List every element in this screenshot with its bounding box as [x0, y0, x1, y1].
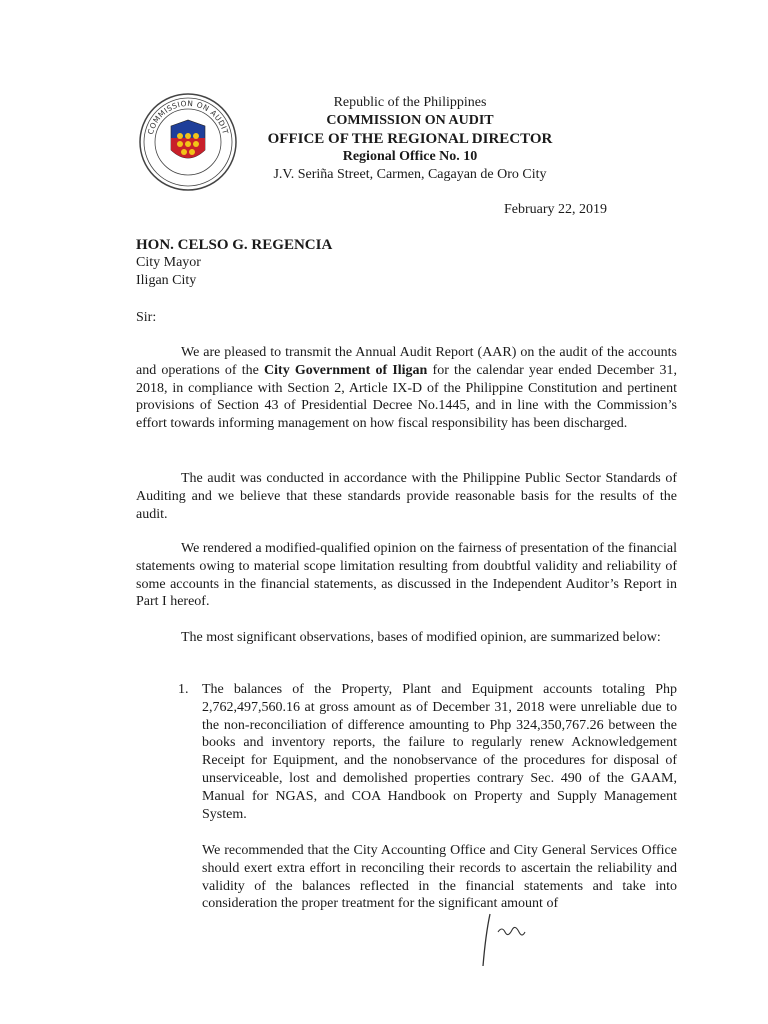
- letterhead: [250, 94, 570, 184]
- paragraph-audit-standards: The audit was conducted in accordance with the Philippine Public Sector Standards of Auditing and we believe that these standards provide reasonable basis for the results of the audit.: [136, 471, 677, 522]
- observation-recommendation: We recommended that the City Accounting Office and City General Services Office should exert extra effort in reconciling their records to ascertain the reliability and validity of the balances reflected in the financial statements and take into consideration the proper treatment for the significant amount of: [202, 843, 677, 912]
- paragraph-transmittal-start: We are pleased to transmit the Annual Audit Report (AAR) on the audit of the accounts and operations of the: [136, 345, 677, 378]
- salutation: Sir:: [136, 310, 157, 325]
- observation-text: The balances of the Property, Plant and Equipment accounts totaling Php 2,762,497,560.16 at gross amount as of December 31, 2018 were unreliable due to the non-reconciliation of difference amounting to Php 324,350,767.26 between the books and inventory reports, the failure to regularly renew Acknowledgement Receipt for Equipment, and the nonobservance of the procedures for disposal of unserviceable, lost and demolished properties contrary Sec. 490 of the GAAM, Manual for NGAS, and COA Handbook on Property and Supply Management System.: [202, 682, 677, 822]
- letterhead-commission: COMMISSION ON AUDIT: [326, 113, 494, 128]
- addressee-place: Iligan City: [136, 273, 197, 288]
- paragraph-opinion: We rendered a modified-qualified opinion on the fairness of presentation of the financial statements owing to material scope limitation resulting from doubtful validity and reliability of some accounts in the financial statements, as discussed in the Independent Auditor’s Report in Part I hereof.: [136, 541, 677, 610]
- paragraph-observations-intro: The most significant observations, bases of modified opinion, are summarized below:: [181, 630, 661, 645]
- letterhead-republic: Republic of the Philippines: [333, 95, 487, 110]
- paragraph-transmittal: [136, 344, 677, 433]
- observation-number: 1.: [178, 682, 189, 697]
- entity-name: City Government of Iligan: [264, 362, 428, 378]
- addressee-block: [136, 236, 332, 290]
- observation-item-1: [178, 681, 677, 823]
- letterhead-address: J.V. Seriña Street, Carmen, Cagayan de Oro City: [273, 167, 547, 182]
- addressee-title: City Mayor: [136, 255, 201, 270]
- coa-seal-logo: [138, 92, 238, 192]
- letterhead-regional-office: Regional Office No. 10: [342, 149, 478, 164]
- letter-date: February 22, 2019: [503, 202, 607, 217]
- svg-text:COMMISSION ON AUDIT: COMMISSION ON AUDIT: [145, 98, 231, 136]
- paragraph-transmittal-end: for the calendar year ended December 31, 2018, in compliance with Section 2, Article IX-D of the Philippine Constitution and pertinent provisions of Section 43 of Presidential Decree No.1445, and in line with the Commission’s effort towards informing management on how fiscal responsibility has been discharged.: [136, 362, 678, 432]
- letterhead-office: OFFICE OF THE REGIONAL DIRECTOR: [267, 131, 553, 147]
- addressee-name: HON. CELSO G. REGENCIA: [136, 237, 333, 253]
- signature-mark: [478, 908, 538, 970]
